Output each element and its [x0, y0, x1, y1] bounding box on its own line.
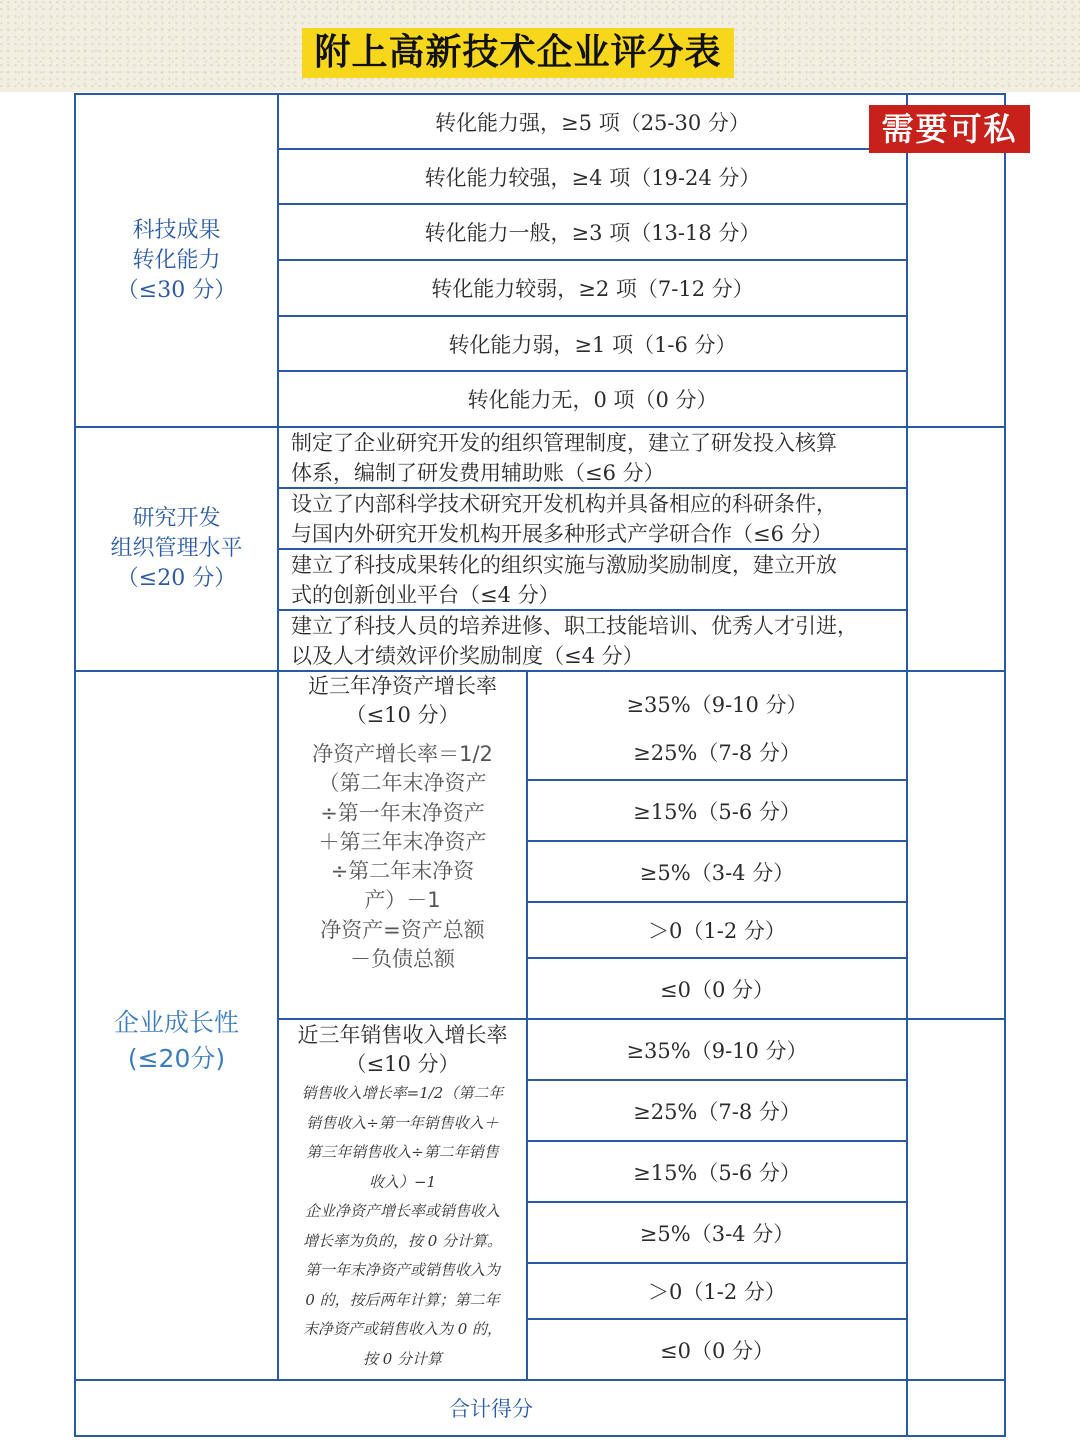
sub-heading: 近三年销售收入增长率 — [297, 1023, 508, 1047]
option-cell: ≥25%（7-8 分） — [633, 1099, 801, 1124]
table-border-bottom — [74, 1435, 1006, 1437]
option-cell: 转化能力弱，≥1 项（1-6 分） — [448, 332, 737, 357]
option-cell: ≥35%（9-10 分） — [626, 1038, 808, 1063]
criteria-text: 建立了科技成果转化的组织实施与激励奖励制度，建立开放 — [291, 553, 837, 577]
sales-description — [279, 1021, 526, 1374]
formula-line: －负债总额 — [350, 947, 455, 972]
option-cell: ≥35%（9-10 分） — [626, 693, 808, 717]
col-divider-score — [906, 93, 908, 1437]
formula-line: 净资产=资产总额 — [320, 917, 485, 942]
criteria-text: 制定了企业研究开发的组织管理制度，建立了研发投入核算 — [291, 431, 837, 455]
note-line: 收入）−1 — [368, 1172, 437, 1191]
note-line: 末净资产或销售收入为 0 的， — [302, 1320, 503, 1338]
sub-heading: （≤10 分） — [345, 1052, 460, 1076]
note-line: 企业净资产增长率或销售收入 — [304, 1202, 500, 1220]
option-cell: ＞0（1-2 分） — [648, 1280, 786, 1304]
note-line: 销售收入增长率=1/2（第二年 — [301, 1084, 504, 1102]
formula-line: 净资产增长率＝1/2 — [312, 742, 493, 766]
criteria-text: 以及人才绩效评价奖励制度（≤4 分） — [291, 644, 644, 668]
option-cell: ≤0（0 分） — [660, 1338, 774, 1363]
category-tech-transfer — [76, 95, 277, 426]
category-label: 转化能力 — [132, 247, 221, 273]
category-growth — [76, 672, 277, 1379]
criteria-text: 与国内外研究开发机构开展多种形式产学研合作（≤6 分） — [291, 522, 833, 546]
category-label: 组织管理水平 — [110, 536, 243, 561]
option-cell: 转化能力强，≥5 项（25-30 分） — [435, 110, 750, 135]
formula-line: 产）－1 — [364, 888, 441, 913]
category-label: （≤20 分） — [116, 566, 237, 591]
page-title: 附上高新技术企业评分表 — [302, 28, 734, 78]
formula-line: ＋第三年末净资产 — [318, 829, 487, 854]
sub-heading: 近三年净资产增长率 — [308, 674, 497, 698]
note-line: 销售收入÷第一年销售收入＋ — [306, 1113, 499, 1132]
sub-heading: （≤10 分） — [345, 703, 460, 727]
category-label: 研究开发 — [132, 506, 221, 531]
criteria-text: 设立了内部科学技术研究开发机构并具备相应的科研条件， — [291, 492, 837, 516]
watermark-stamp: 需要可私 — [869, 105, 1030, 153]
formula-line: ÷第二年末净资 — [330, 859, 475, 884]
option-cell: ＞0（1-2 分） — [648, 919, 786, 943]
note-line: 按 0 分计算 — [362, 1349, 443, 1368]
net-asset-description — [279, 672, 526, 974]
option-cell: ≥15%（5-6 分） — [633, 1160, 801, 1185]
note-line: 第一年末净资产或销售收入为 — [304, 1261, 500, 1279]
formula-line: （第二年末净资产 — [318, 771, 487, 796]
category-label: 科技成果 — [132, 217, 221, 243]
option-cell: ≤0（0 分） — [660, 977, 774, 1002]
note-line: 增长率为负的，按 0 分计算。 — [302, 1231, 503, 1250]
option-cell: 转化能力一般，≥3 项（13-18 分） — [424, 221, 761, 245]
criteria-text: 体系，编制了研发费用辅助账（≤6 分） — [291, 461, 665, 485]
category-label: 企业成长性 — [113, 1007, 239, 1037]
criteria-text: 建立了科技人员的培养进修、职工技能培训、优秀人才引进， — [291, 614, 858, 638]
category-label: （≤30 分） — [116, 277, 237, 303]
criteria-item — [279, 489, 906, 549]
criteria-item — [279, 611, 906, 671]
option-cell: ≥5%（3-4 分） — [639, 860, 795, 885]
note-line: 0 的，按后两年计算；第二年 — [305, 1290, 500, 1309]
option-cell: ≥25%（7-8 分） — [633, 741, 801, 765]
formula-line: ÷第一年末净资产 — [320, 800, 485, 825]
option-cell: ≥15%（5-6 分） — [633, 799, 801, 824]
note-line: 第三年销售收入÷第二年销售 — [306, 1143, 499, 1161]
option-cell: 转化能力较强，≥4 项（19-24 分） — [424, 165, 761, 190]
total-score-label: 合计得分 — [449, 1397, 533, 1421]
option-cell: ≥5%（3-4 分） — [639, 1221, 795, 1246]
category-rd-management — [76, 428, 277, 670]
option-cell: 转化能力无，0 项（0 分） — [467, 388, 718, 412]
option-cell: 转化能力较弱，≥2 项（7-12 分） — [431, 277, 754, 301]
criteria-text: 式的创新创业平台（≤4 分） — [291, 583, 560, 607]
criteria-item — [279, 428, 906, 488]
category-label: (≤20分) — [127, 1043, 226, 1073]
table-border-right — [1004, 93, 1006, 1437]
criteria-item — [279, 550, 906, 610]
